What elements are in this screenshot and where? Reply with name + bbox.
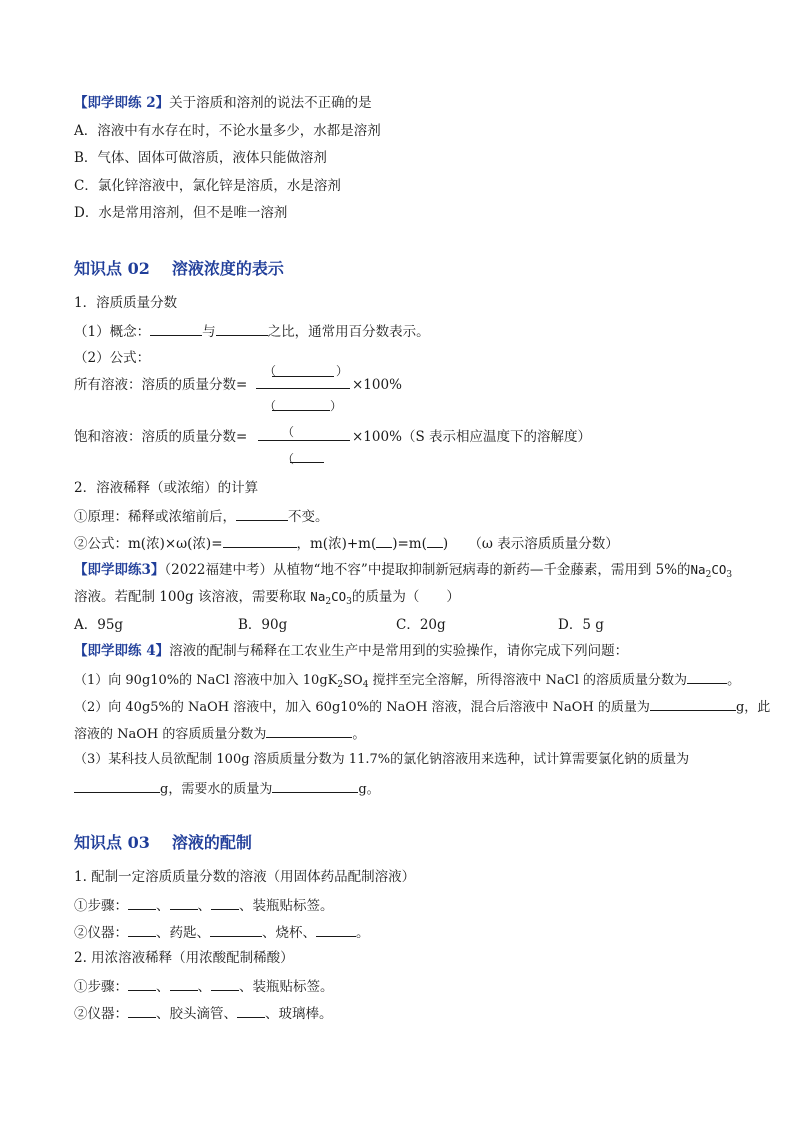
practice2-option-c: C．氯化锌溶液中，氯化锌是溶质，水是溶剂 [74, 178, 341, 194]
practice2-option-d: D．水是常用溶剂，但不是唯一溶剂 [74, 205, 288, 221]
blank-14[interactable] [211, 895, 239, 910]
practice4-tag: 【即学即练 4】 [74, 643, 170, 659]
practice2-tag: 【即学即练 2】 [74, 95, 170, 111]
sat-numerator-paren: （ [282, 425, 295, 439]
blank-7[interactable] [687, 669, 727, 684]
blank-5[interactable] [376, 533, 392, 548]
practice3-tag: 【即学即练3】 [74, 562, 165, 578]
sat-numerator-dash: _ [314, 427, 320, 441]
all-denominator-paren: （ [264, 399, 277, 413]
practice4-intro: 【即学即练 4】溶液的配制与稀释在工农业生产中是常用到的实验操作，请你完成下列问题： [74, 643, 629, 659]
all-percent: ×100% [352, 377, 402, 393]
practice4-q2-cont: 溶液的 NaOH 的容质质量分数为 。 [74, 723, 365, 744]
blank-8[interactable] [650, 696, 736, 711]
practice4-q2: （2）向 40g5%的 NaOH 溶液中，加入 60g10%的 NaOH 溶液，混合后溶液中 NaOH 的质量为 g，此 [74, 696, 770, 717]
sat-percent: ×100% [352, 429, 402, 445]
practice2-question: 【即学即练 2】关于溶质和溶剂的说法不正确的是 [74, 95, 372, 111]
blank-18[interactable] [128, 976, 156, 991]
all-solution-label: 所有溶液：溶质的质量分数= [74, 377, 248, 393]
blank-22[interactable] [237, 1003, 265, 1018]
practice2-option-a: A．溶液中有水存在时，不论水量多少，水都是溶剂 [74, 123, 381, 139]
all-numerator-paren: （ [264, 364, 277, 378]
practice3-stem: 【即学即练3】（2022福建中考）从植物“地不容”中提取抑制新冠病毒的新药—千金藤素，需用到 5%的$Na_2CO_3$ [74, 562, 733, 580]
blank-10[interactable] [74, 778, 160, 793]
kp3-instruments2: ②仪器： 、胶头滴管、 、玻璃棒。 [74, 1003, 333, 1023]
practice2-option-b: B．气体、固体可做溶质，液体只能做溶剂 [74, 150, 327, 166]
kp3-heading: 知识点 03 溶液的配制 [74, 833, 252, 852]
practice3-stem-2: 溶液。若配制 100g 该溶液，需要称取 $Na_2CO_3$的质量为（ ） [74, 589, 460, 607]
practice4-q3: （3）某科技人员欲配制 100g 溶质质量分数为 11.7%的氯化钠溶液用来选种，试计算需要氯化钠的质量为 [74, 752, 690, 767]
kp3-section2: 2. 用浓溶液稀释（用浓酸配制稀酸） [74, 950, 294, 966]
all-numerator-paren-close: ） [336, 364, 349, 378]
sat-denominator-paren: （ [282, 452, 295, 466]
sat-fraction-bar [258, 440, 350, 441]
blank-3[interactable] [236, 506, 288, 521]
kp3-instruments1: ②仪器： 、药匙、 、烧杯、 。 [74, 922, 370, 942]
practice4-q3-cont: g，需要水的质量为 g。 [74, 778, 380, 799]
kp2-section2: 2．溶液稀释（或浓缩）的计算 [74, 480, 259, 496]
blank-15[interactable] [128, 922, 156, 937]
blank-17[interactable] [316, 922, 356, 937]
all-numerator-blank[interactable] [272, 376, 334, 377]
kp2-dilution-formula: ②公式：m(浓)×ω(浓)= ，m(浓)+m( )=m( ) （ω 表示溶质质量分数） [74, 533, 619, 553]
all-denominator-blank[interactable] [272, 410, 330, 411]
blank-21[interactable] [128, 1003, 156, 1018]
sat-denominator-blank[interactable] [290, 462, 324, 463]
blank-13[interactable] [170, 895, 198, 910]
kp3-steps1: ①步骤： 、 、 、装瓶贴标签。 [74, 895, 334, 915]
blank-11[interactable] [272, 778, 358, 793]
blank-2[interactable] [216, 321, 268, 336]
blank-20[interactable] [211, 976, 239, 991]
blank-4[interactable] [223, 533, 297, 548]
practice3-option-d: D．5 g [558, 617, 604, 633]
blank-9[interactable] [266, 723, 352, 738]
kp3-steps2: ①步骤： 、 、 、装瓶贴标签。 [74, 976, 334, 996]
sat-note: （S 表示相应温度下的溶解度） [402, 429, 592, 445]
practice3-option-b: B．90g [238, 617, 288, 633]
blank-6[interactable] [427, 533, 443, 548]
blank-19[interactable] [170, 976, 198, 991]
all-fraction-bar [256, 388, 350, 389]
blank-1[interactable] [150, 321, 202, 336]
all-denominator-paren-close: ） [330, 399, 343, 413]
kp2-principle: ①原理：稀释或浓缩前后， 不变。 [74, 506, 329, 526]
kp2-heading: 知识点 02 溶液浓度的表示 [74, 259, 284, 278]
blank-16[interactable] [210, 922, 262, 937]
kp2-concept: （1）概念： 与 之比，通常用百分数表示。 [74, 321, 430, 341]
sat-solution-label: 饱和溶液：溶质的质量分数= [74, 429, 248, 445]
blank-12[interactable] [128, 895, 156, 910]
kp3-section1: 1. 配制一定溶质质量分数的溶液（用固体药品配制溶液） [74, 869, 416, 885]
practice3-option-a: A．95g [74, 617, 124, 633]
kp2-section1: 1．溶质质量分数 [74, 295, 178, 311]
practice3-option-c: C．20g [396, 617, 446, 633]
kp2-formula-label: （2）公式： [74, 350, 151, 366]
practice4-q1: （1）向 90g10%的 NaCl 溶液中加入 $10gK_2SO_4$ 搅拌至完全溶解，所得溶液中 NaCl 的溶质质量分数为 。 [74, 669, 740, 694]
